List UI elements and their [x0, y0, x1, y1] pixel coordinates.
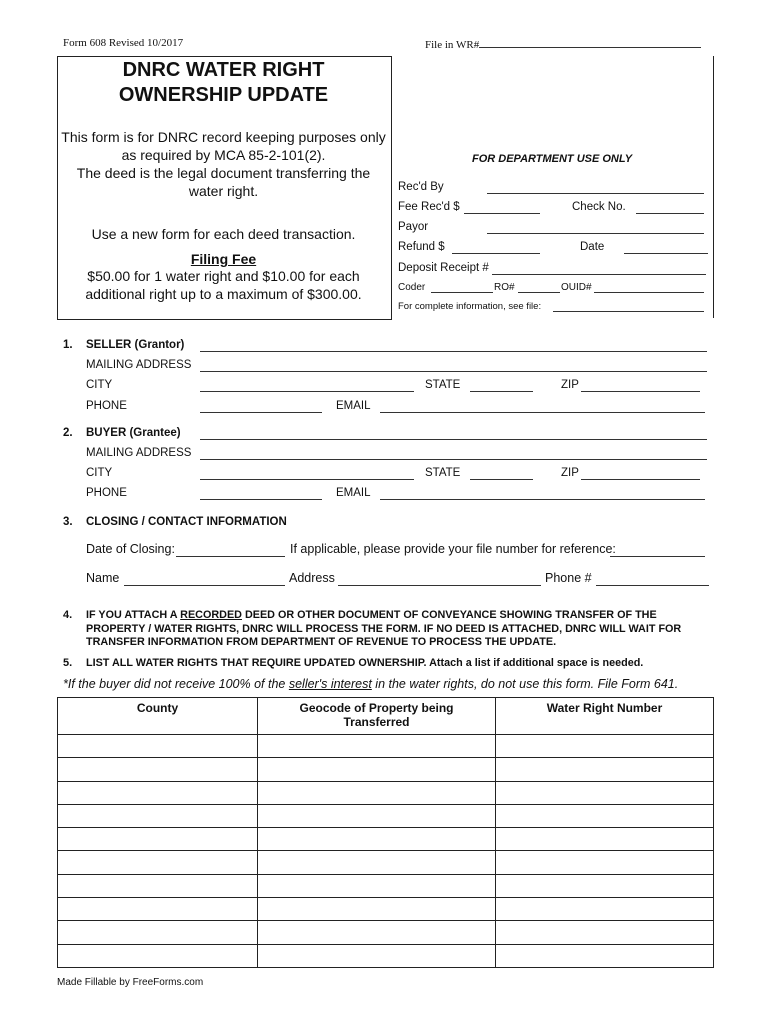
geocode-cell[interactable]	[258, 874, 496, 897]
geocode-cell[interactable]	[258, 851, 496, 874]
county-cell[interactable]	[58, 944, 258, 967]
water-right-number-cell[interactable]	[496, 735, 714, 758]
geocode-cell[interactable]	[258, 804, 496, 827]
coder-field[interactable]	[431, 292, 493, 293]
geocode-cell[interactable]	[258, 944, 496, 967]
buyer-zip-label: ZIP	[561, 467, 579, 479]
water-right-number-cell[interactable]	[496, 804, 714, 827]
purpose-text: This form is for DNRC record keeping purposes only as required by MCA 85-2-101(2). The deed is the legal document transferring the water right.	[61, 129, 386, 199]
refund-field[interactable]	[452, 253, 540, 254]
table-row	[58, 804, 714, 827]
geocode-cell[interactable]	[258, 828, 496, 851]
closing-heading: CLOSING / CONTACT INFORMATION	[86, 516, 287, 528]
table-row	[58, 898, 714, 921]
water-right-number-cell[interactable]	[496, 898, 714, 921]
refund-label: Refund $	[398, 241, 445, 253]
buyer-zip-field[interactable]	[581, 479, 700, 480]
buyer-mailing-field[interactable]	[200, 459, 707, 460]
file-in-wr-label: File in WR#	[425, 37, 701, 51]
buyer-mailing-label: MAILING ADDRESS	[86, 447, 192, 459]
ro-field[interactable]	[518, 292, 560, 293]
contact-phone-field[interactable]	[596, 585, 709, 586]
water-rights-table	[57, 697, 714, 968]
ouid-label: OUID#	[561, 282, 592, 293]
buyer-email-field[interactable]	[380, 499, 705, 500]
date-of-closing-field[interactable]	[176, 556, 285, 557]
seller-phone-label: PHONE	[86, 400, 127, 412]
date-of-closing-label: Date of Closing:	[86, 542, 175, 556]
table-row	[58, 758, 714, 781]
contact-name-field[interactable]	[124, 585, 285, 586]
payor-label: Payor	[398, 221, 429, 233]
geocode-cell[interactable]	[258, 735, 496, 758]
water-right-number-cell[interactable]	[496, 781, 714, 804]
section-3-number: 3.	[63, 516, 73, 528]
section-4-text: IF YOU ATTACH A RECORDED DEED OR OTHER DOCUMENT OF CONVEYANCE SHOWING TRANSFER OF THE PROPERTY / WATER RIGHTS, DNRC WILL PROCESS THE FORM. IF NO DEED IS ATTACHED, DNRC WILL WAIT FOR TRANSFER INFORMATION FROM DEPARTMENT OF REVENUE TO PROCESS THE UPDATE.	[86, 609, 682, 648]
table-row	[58, 735, 714, 758]
table-header-row	[58, 698, 714, 735]
geocode-cell[interactable]	[258, 781, 496, 804]
seller-zip-field[interactable]	[581, 391, 700, 392]
seller-mailing-field[interactable]	[200, 371, 707, 372]
table-row	[58, 874, 714, 897]
water-right-number-cell[interactable]	[496, 944, 714, 967]
geocode-cell[interactable]	[258, 898, 496, 921]
partial-interest-note: *If the buyer did not receive 100% of the seller's interest in the water rights, do not use this form. File Form 641.	[63, 677, 679, 691]
complete-info-label: For complete information, see file:	[398, 301, 542, 312]
complete-info-field[interactable]	[553, 311, 704, 312]
seller-city-label: CITY	[86, 379, 113, 391]
check-no-field[interactable]	[636, 213, 704, 214]
county-cell[interactable]	[58, 874, 258, 897]
file-ref-label: If applicable, please provide your file number for reference:	[290, 542, 616, 556]
county-cell[interactable]	[58, 851, 258, 874]
buyer-phone-label: PHONE	[86, 487, 127, 499]
made-fillable-footer: Made Fillable by FreeForms.com	[57, 977, 204, 988]
water-right-number-cell[interactable]	[496, 921, 714, 944]
contact-address-field[interactable]	[338, 585, 541, 586]
date-label: Date	[580, 241, 605, 253]
seller-zip-label: ZIP	[561, 379, 579, 391]
seller-city-field[interactable]	[200, 391, 414, 392]
filing-fee-heading: Filing Fee	[190, 251, 257, 267]
seller-phone-field[interactable]	[200, 412, 322, 413]
water-right-number-cell[interactable]	[496, 758, 714, 781]
fee-recd-field[interactable]	[464, 213, 540, 214]
table-row	[58, 828, 714, 851]
payor-field[interactable]	[487, 233, 704, 234]
recd-by-field[interactable]	[487, 193, 704, 194]
county-cell[interactable]	[58, 898, 258, 921]
county-cell[interactable]	[58, 735, 258, 758]
county-cell[interactable]	[58, 828, 258, 851]
water-right-number-cell[interactable]	[496, 828, 714, 851]
buyer-state-label: STATE	[425, 467, 461, 479]
recd-by-label: Rec'd By	[398, 181, 444, 193]
section-5-text: LIST ALL WATER RIGHTS THAT REQUIRE UPDATED OWNERSHIP. Attach a list if additional space is needed.	[86, 657, 644, 669]
table-row	[58, 851, 714, 874]
county-column-header: County	[58, 698, 258, 735]
seller-state-field[interactable]	[470, 391, 533, 392]
county-cell[interactable]	[58, 758, 258, 781]
section-5-number: 5.	[63, 657, 73, 669]
form-revision: Form 608 Revised 10/2017	[63, 37, 184, 49]
county-cell[interactable]	[58, 921, 258, 944]
seller-email-label: EMAIL	[336, 400, 371, 412]
seller-mailing-label: MAILING ADDRESS	[86, 359, 192, 371]
ro-label: RO#	[494, 282, 515, 293]
buyer-name-field[interactable]	[200, 439, 707, 440]
geocode-cell[interactable]	[258, 758, 496, 781]
seller-email-field[interactable]	[380, 412, 705, 413]
water-right-number-column-header: Water Right Number	[496, 698, 714, 735]
deposit-receipt-field[interactable]	[492, 274, 706, 275]
seller-state-label: STATE	[425, 379, 461, 391]
contact-phone-label: Phone #	[545, 571, 592, 585]
ouid-field[interactable]	[594, 292, 704, 293]
county-cell[interactable]	[58, 781, 258, 804]
date-field[interactable]	[624, 253, 708, 254]
section-4-number: 4.	[63, 609, 73, 621]
table-row	[58, 944, 714, 967]
table-row	[58, 781, 714, 804]
dept-use-heading: FOR DEPARTMENT USE ONLY	[472, 153, 633, 165]
county-cell[interactable]	[58, 804, 258, 827]
seller-heading: SELLER (Grantor)	[86, 339, 185, 351]
water-right-number-cell[interactable]	[496, 874, 714, 897]
geocode-column-header: Geocode of Property being Transferred	[258, 698, 496, 735]
form-title: DNRC WATER RIGHT OWNERSHIP UPDATE	[118, 59, 329, 106]
section-2-number: 2.	[63, 427, 73, 439]
buyer-state-field[interactable]	[470, 479, 533, 480]
fee-recd-label: Fee Rec'd $	[398, 201, 460, 213]
section-1-number: 1.	[63, 339, 73, 351]
buyer-city-field[interactable]	[200, 479, 414, 480]
deposit-receipt-label: Deposit Receipt #	[398, 262, 489, 274]
new-form-note: Use a new form for each deed transaction.	[91, 226, 356, 242]
geocode-cell[interactable]	[258, 921, 496, 944]
contact-address-label: Address	[289, 571, 335, 585]
coder-label: Coder	[398, 282, 426, 293]
seller-name-field[interactable]	[200, 351, 707, 352]
file-ref-field[interactable]	[610, 556, 705, 557]
table-row	[58, 921, 714, 944]
filing-fee-text: $50.00 for 1 water right and $10.00 for each additional right up to a maximum of $300.00.	[85, 268, 362, 302]
buyer-phone-field[interactable]	[200, 499, 322, 500]
buyer-city-label: CITY	[86, 467, 113, 479]
buyer-heading: BUYER (Grantee)	[86, 427, 181, 439]
buyer-email-label: EMAIL	[336, 487, 371, 499]
water-right-number-cell[interactable]	[496, 851, 714, 874]
file-in-wr-field[interactable]	[479, 37, 701, 48]
contact-name-label: Name	[86, 571, 120, 585]
check-no-label: Check No.	[572, 201, 626, 213]
